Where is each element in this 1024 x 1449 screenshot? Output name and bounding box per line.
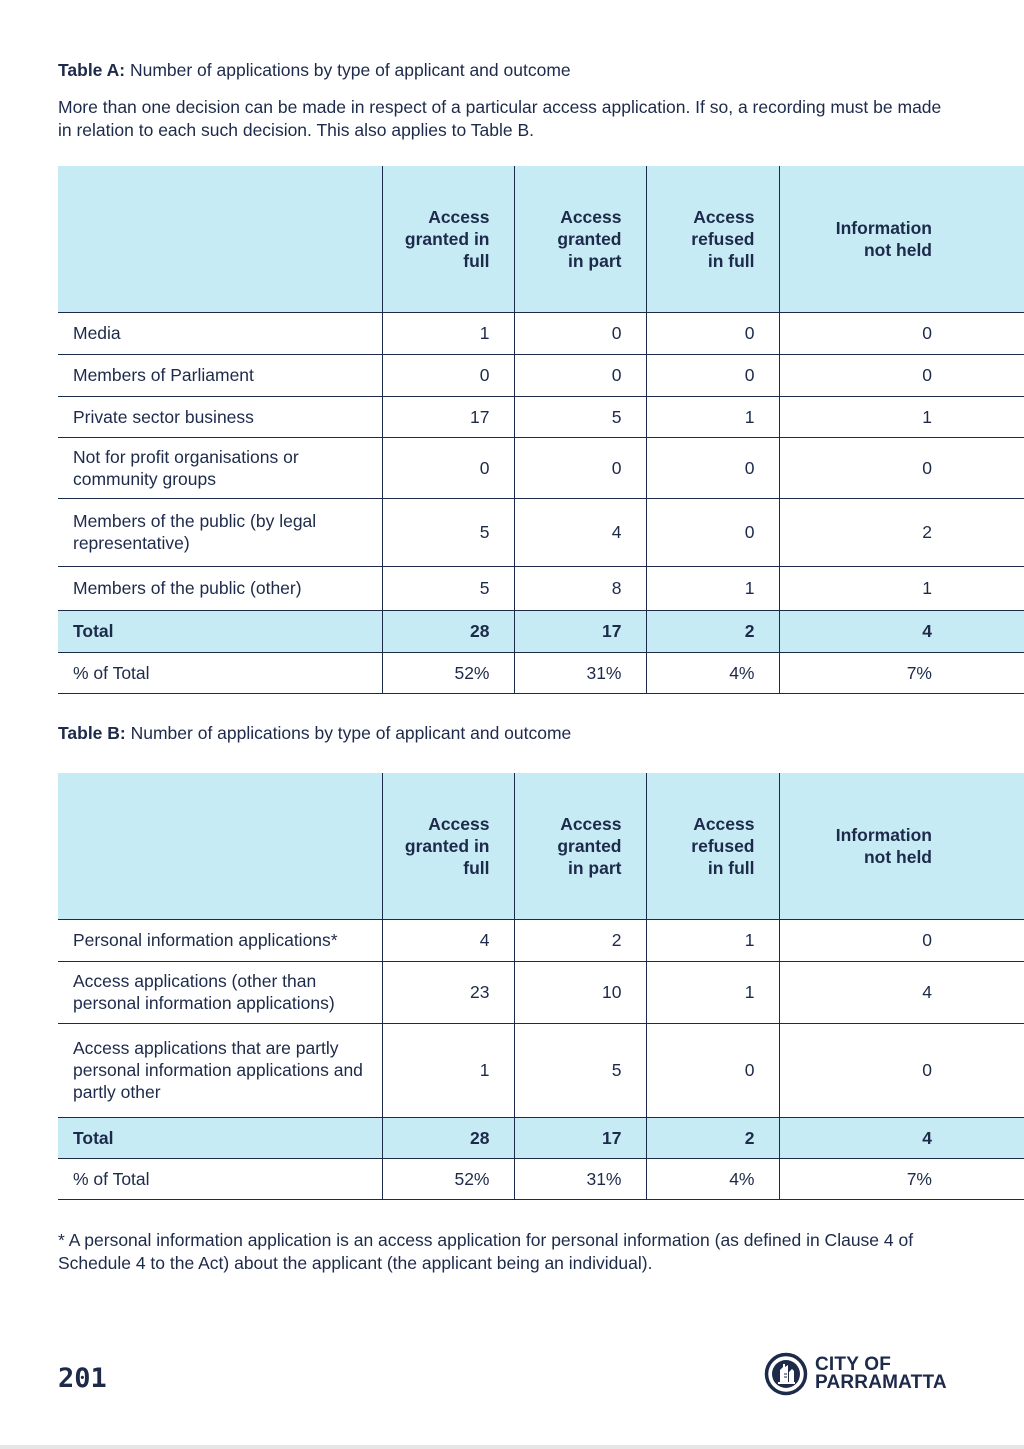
table-b <box>58 773 1024 1200</box>
cell-value: 0 <box>514 437 646 498</box>
cell-value: 5 <box>382 566 514 610</box>
table-row <box>58 919 1024 961</box>
cell-value: 5 <box>514 1023 646 1117</box>
row-label: Private sector business <box>58 396 382 437</box>
table-a-header-granted-part: Access granted in part <box>514 166 646 312</box>
table-a-intro: More than one decision can be made in respect of a particular access application. If so, a recording must be made in relation to each such decision. This also applies to Table B. <box>58 97 942 140</box>
cell-value: 0 <box>382 354 514 396</box>
cell-value: 4 <box>779 610 1024 652</box>
table-b-header-not-held: Information not held <box>779 773 1024 919</box>
cell-value: 0 <box>779 1023 1024 1117</box>
row-label: Total <box>58 610 382 652</box>
table-b-caption <box>58 722 571 744</box>
cell-value: 5 <box>382 498 514 566</box>
row-label: Personal information applications* <box>58 919 382 961</box>
row-label: Access applications (other than personal information applications) <box>58 961 382 1023</box>
table-b-caption-label: Table B: <box>58 723 126 743</box>
table-row <box>58 312 1024 354</box>
cell-value: 4% <box>646 1158 779 1199</box>
city-of-parramatta-logo <box>764 1352 947 1396</box>
cell-value: 31% <box>514 1158 646 1199</box>
table-row <box>58 566 1024 610</box>
page-number: 201 <box>58 1363 107 1394</box>
table-b-header-granted-full: Access granted in full <box>382 773 514 919</box>
table-b-header-granted-part: Access granted in part <box>514 773 646 919</box>
cell-value: 1 <box>382 1023 514 1117</box>
bottom-divider <box>0 1445 1024 1449</box>
cell-value: 4 <box>514 498 646 566</box>
table-a-caption-text: Number of applications by type of applicant and outcome <box>125 60 571 80</box>
cell-value: 2 <box>779 498 1024 566</box>
cell-value: 0 <box>646 354 779 396</box>
cell-value: 2 <box>514 919 646 961</box>
logo-wordmark <box>815 1356 947 1392</box>
cell-value: 0 <box>514 354 646 396</box>
table-row <box>58 354 1024 396</box>
cell-value: 0 <box>779 437 1024 498</box>
table-row <box>58 1023 1024 1117</box>
cell-value: 4 <box>779 961 1024 1023</box>
cell-value: 17 <box>514 610 646 652</box>
cell-value: 1 <box>779 396 1024 437</box>
table-a <box>58 166 1024 694</box>
table-a-header-label <box>58 166 382 312</box>
table-a-header-not-held: Information not held <box>779 166 1024 312</box>
footnote: * A personal information application is an access application for personal information (as defined in Clause 4 of Schedule 4 to the Act) about the applicant (the applicant being an individual). <box>58 1230 914 1273</box>
cell-value: 1 <box>646 396 779 437</box>
row-label: % of Total <box>58 652 382 693</box>
cell-value: 4% <box>646 652 779 693</box>
cell-value: 52% <box>382 652 514 693</box>
row-label: Media <box>58 312 382 354</box>
table-a-total-row <box>58 610 1024 652</box>
table-a-percent-row <box>58 652 1024 693</box>
cell-value: 1 <box>646 961 779 1023</box>
cell-value: 17 <box>514 1117 646 1158</box>
table-row <box>58 961 1024 1023</box>
cell-value: 0 <box>646 437 779 498</box>
table-row <box>58 396 1024 437</box>
cell-value: 2 <box>646 1117 779 1158</box>
table-a-header-granted-full: Access granted in full <box>382 166 514 312</box>
table-row <box>58 437 1024 498</box>
table-row <box>58 498 1024 566</box>
cell-value: 0 <box>382 437 514 498</box>
row-label: Not for profit organisations or community groups <box>58 437 382 498</box>
logo-line-1: CITY OF <box>815 1354 891 1375</box>
row-label: Access applications that are partly personal information applications and partly other <box>58 1023 382 1117</box>
row-label: % of Total <box>58 1158 382 1199</box>
cell-value: 17 <box>382 396 514 437</box>
table-b-header-row <box>58 773 1024 919</box>
logo-line-2: PARRAMATTA <box>815 1372 947 1393</box>
cell-value: 4 <box>779 1117 1024 1158</box>
cell-value: 0 <box>514 312 646 354</box>
cell-value: 0 <box>779 312 1024 354</box>
row-label: Members of the public (by legal representative) <box>58 498 382 566</box>
city-of-parramatta-emblem-icon <box>764 1352 808 1396</box>
table-b-caption-text: Number of applications by type of applicant and outcome <box>125 723 572 743</box>
cell-value: 1 <box>646 566 779 610</box>
cell-value: 4 <box>382 919 514 961</box>
table-a-header-row <box>58 166 1024 312</box>
table-b-header-label <box>58 773 382 919</box>
cell-value: 31% <box>514 652 646 693</box>
table-b-header-refused-full: Access refused in full <box>646 773 779 919</box>
row-label: Total <box>58 1117 382 1158</box>
cell-value: 7% <box>779 1158 1024 1199</box>
table-b-total-row <box>58 1117 1024 1158</box>
cell-value: 5 <box>514 396 646 437</box>
cell-value: 28 <box>382 610 514 652</box>
cell-value: 23 <box>382 961 514 1023</box>
cell-value: 0 <box>779 354 1024 396</box>
table-b-percent-row <box>58 1158 1024 1199</box>
table-a-header-refused-full: Access refused in full <box>646 166 779 312</box>
cell-value: 7% <box>779 652 1024 693</box>
cell-value: 1 <box>382 312 514 354</box>
cell-value: 1 <box>646 919 779 961</box>
table-a-caption <box>58 59 571 81</box>
cell-value: 8 <box>514 566 646 610</box>
cell-value: 0 <box>646 1023 779 1117</box>
cell-value: 0 <box>646 498 779 566</box>
row-label: Members of Parliament <box>58 354 382 396</box>
cell-value: 10 <box>514 961 646 1023</box>
cell-value: 52% <box>382 1158 514 1199</box>
row-label: Members of the public (other) <box>58 566 382 610</box>
cell-value: 2 <box>646 610 779 652</box>
table-a-caption-label: Table A: <box>58 60 126 80</box>
cell-value: 28 <box>382 1117 514 1158</box>
cell-value: 0 <box>779 919 1024 961</box>
cell-value: 1 <box>779 566 1024 610</box>
cell-value: 0 <box>646 312 779 354</box>
